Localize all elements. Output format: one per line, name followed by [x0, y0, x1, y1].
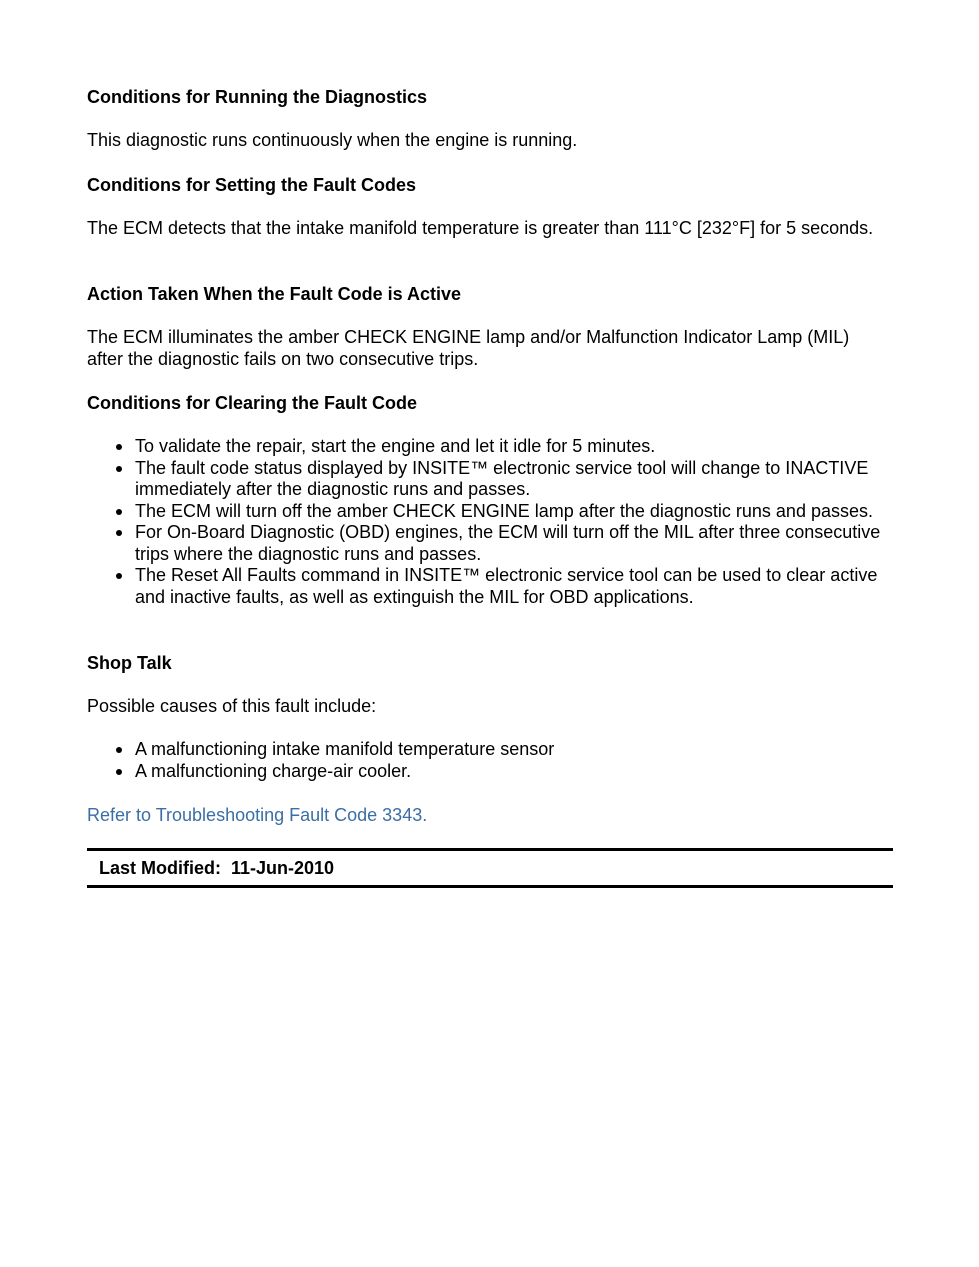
heading-running-conditions: Conditions for Running the Diagnostics	[87, 87, 427, 107]
setting-conditions-text: The ECM detects that the intake manifold temperature is greater than 111°C [232°F] for 5 seconds.	[87, 218, 874, 238]
bullet-icon	[116, 466, 122, 472]
bullet-icon	[116, 444, 122, 450]
clearing-conditions-list	[87, 436, 887, 608]
shop-talk-intro: Possible causes of this fault include:	[87, 696, 377, 716]
bullet-icon	[116, 530, 122, 536]
troubleshooting-fault-code-link[interactable]: Refer to Troubleshooting Fault Code 3343.	[87, 805, 428, 825]
list-item: A malfunctioning intake manifold temperature sensor	[87, 739, 887, 761]
action-taken-text: The ECM illuminates the amber CHECK ENGINE lamp and/or Malfunction Indicator Lamp (MIL) after the diagnostic fails on two consecutive trips.	[87, 327, 850, 369]
list-item: A malfunctioning charge-air cooler.	[87, 761, 887, 783]
list-item: The fault code status displayed by INSITE™ electronic service tool will change to INACTIVE immediately after the diagnostic runs and passes.	[87, 458, 887, 501]
bullet-icon	[116, 747, 122, 753]
bullet-icon	[116, 509, 122, 515]
list-item: The ECM will turn off the amber CHECK ENGINE lamp after the diagnostic runs and passes.	[87, 501, 887, 523]
list-item: To validate the repair, start the engine and let it idle for 5 minutes.	[87, 436, 887, 458]
heading-clearing-conditions: Conditions for Clearing the Fault Code	[87, 393, 417, 413]
bullet-icon	[116, 769, 122, 775]
last-modified-text: Last Modified: 11-Jun-2010	[99, 858, 335, 878]
heading-shop-talk: Shop Talk	[87, 653, 172, 673]
heading-action-taken: Action Taken When the Fault Code is Active	[87, 284, 462, 304]
list-item: The Reset All Faults command in INSITE™ electronic service tool can be used to clear active and inactive faults, as well as extinguish the MIL for OBD applications.	[87, 565, 887, 608]
last-modified-bar	[87, 848, 893, 888]
running-conditions-text: This diagnostic runs continuously when the engine is running.	[87, 130, 578, 150]
list-item: For On-Board Diagnostic (OBD) engines, the ECM will turn off the MIL after three consecutive trips where the diagnostic runs and passes.	[87, 522, 887, 565]
possible-causes-list	[87, 739, 887, 782]
heading-setting-conditions: Conditions for Setting the Fault Codes	[87, 175, 416, 195]
bullet-icon	[116, 573, 122, 579]
